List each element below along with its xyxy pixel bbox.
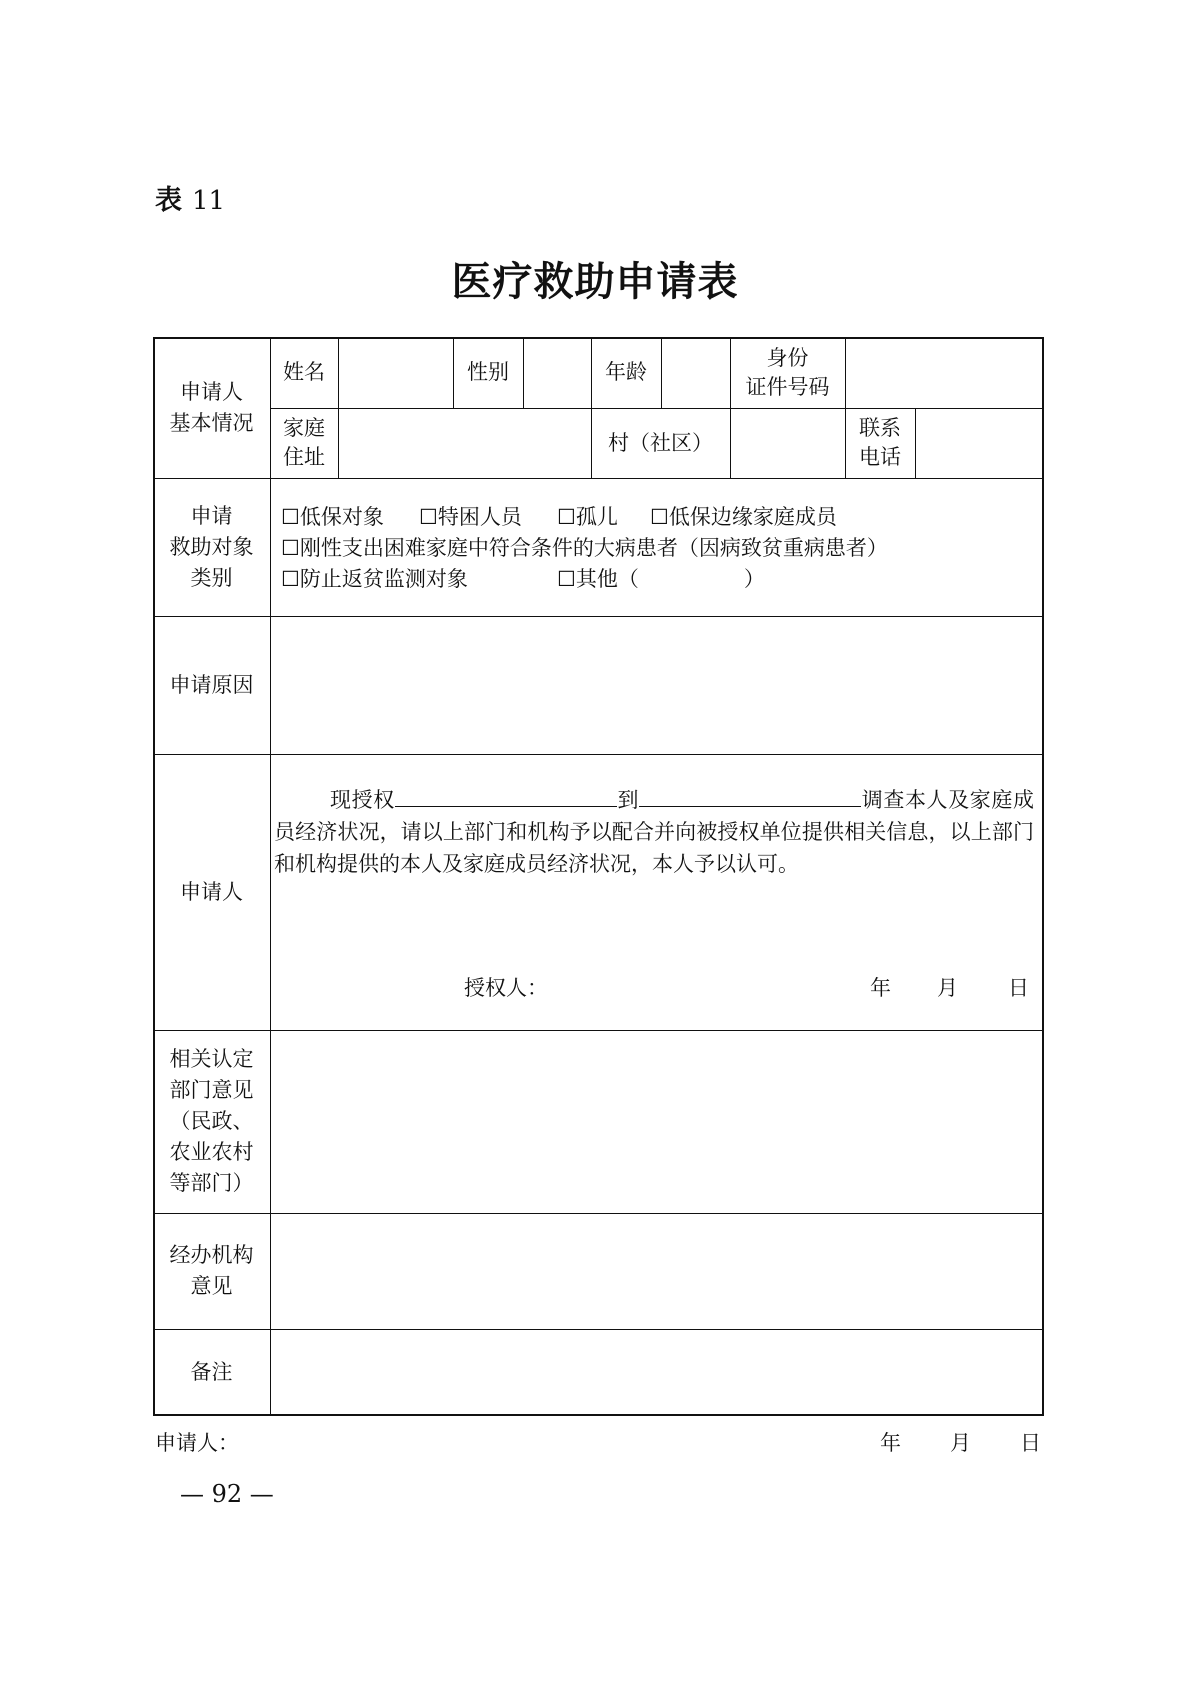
id-number-field[interactable] — [845, 337, 1044, 408]
checkbox-poverty-monitoring[interactable]: ☐防止返贫监测对象 — [281, 567, 468, 591]
checkbox-serious-illness[interactable]: ☐刚性支出困难家庭中符合条件的大病患者（因病致贫重病患者） — [281, 536, 888, 560]
name-label: 姓名 — [283, 360, 325, 384]
phone-label: 联系 电话 — [859, 416, 901, 469]
name-field[interactable] — [338, 337, 453, 408]
remarks-field[interactable] — [270, 1329, 1044, 1416]
page-number: — 92 — — [180, 1480, 274, 1508]
reason-label: 申请原因 — [169, 672, 254, 697]
age-field[interactable] — [661, 337, 730, 408]
table-number: 表 11 — [155, 185, 226, 216]
row-divider — [153, 478, 1044, 479]
home-address-label: 家庭 住址 — [283, 416, 325, 469]
checkbox-orphan[interactable]: ☐孤儿 — [557, 505, 618, 529]
village-label: 村（社区） — [608, 430, 713, 455]
remarks-label: 备注 — [190, 1360, 233, 1384]
category-section-label: 申请 救助对象 类别 — [169, 503, 254, 590]
agency-opinion-field[interactable] — [270, 1213, 1044, 1329]
gender-field[interactable] — [523, 337, 591, 408]
dept-opinion-label: 相关认定部门意见（民政、农业农村等部门） — [169, 1047, 254, 1195]
dept-opinion-field[interactable] — [270, 1030, 1044, 1213]
home-address-field[interactable] — [338, 408, 591, 478]
form-title: 医疗救助申请表 — [451, 259, 739, 305]
village-field[interactable] — [730, 408, 845, 478]
age-label: 年龄 — [605, 360, 647, 384]
authorized-party-blank[interactable] — [395, 784, 617, 807]
agency-opinion-label: 经办机构 意见 — [169, 1243, 254, 1298]
phone-field[interactable] — [915, 408, 1044, 478]
authorization-statement: 现授权 到 调查本人及家庭成员经济状况，请以上部门和机构予以配合并向被授权单位提供相关信息，以上部门和机构提供的本人及家庭成员经济状况，本人予以认可。 — [274, 784, 1034, 880]
checkbox-other[interactable]: ☐其他（ ） — [557, 567, 765, 591]
footer-day-label: 日 — [1020, 1431, 1041, 1455]
row-divider — [153, 754, 1044, 755]
authorization-year-label: 年 — [870, 976, 891, 1000]
authorization-day-label: 日 — [1008, 976, 1029, 1000]
authorization-month-label: 月 — [937, 976, 958, 1000]
footer-month-label: 月 — [950, 1431, 971, 1455]
authorizer-signature-label: 授权人： — [464, 976, 548, 1000]
checkbox-dibao[interactable]: ☐低保对象 — [281, 505, 384, 529]
checkbox-tekun[interactable]: ☐特困人员 — [419, 505, 522, 529]
basic-info-section-label: 申请人 基本情况 — [169, 379, 254, 435]
footer-year-label: 年 — [880, 1431, 901, 1455]
checkbox-dibao-edge[interactable]: ☐低保边缘家庭成员 — [650, 505, 837, 529]
footer-applicant-label: 申请人： — [155, 1431, 239, 1455]
gender-label: 性别 — [467, 360, 509, 384]
authorization-section-label: 申请人 — [180, 879, 243, 904]
id-number-label: 身份 证件号码 — [745, 345, 830, 399]
target-party-blank[interactable] — [639, 784, 861, 807]
reason-field[interactable] — [270, 616, 1044, 754]
